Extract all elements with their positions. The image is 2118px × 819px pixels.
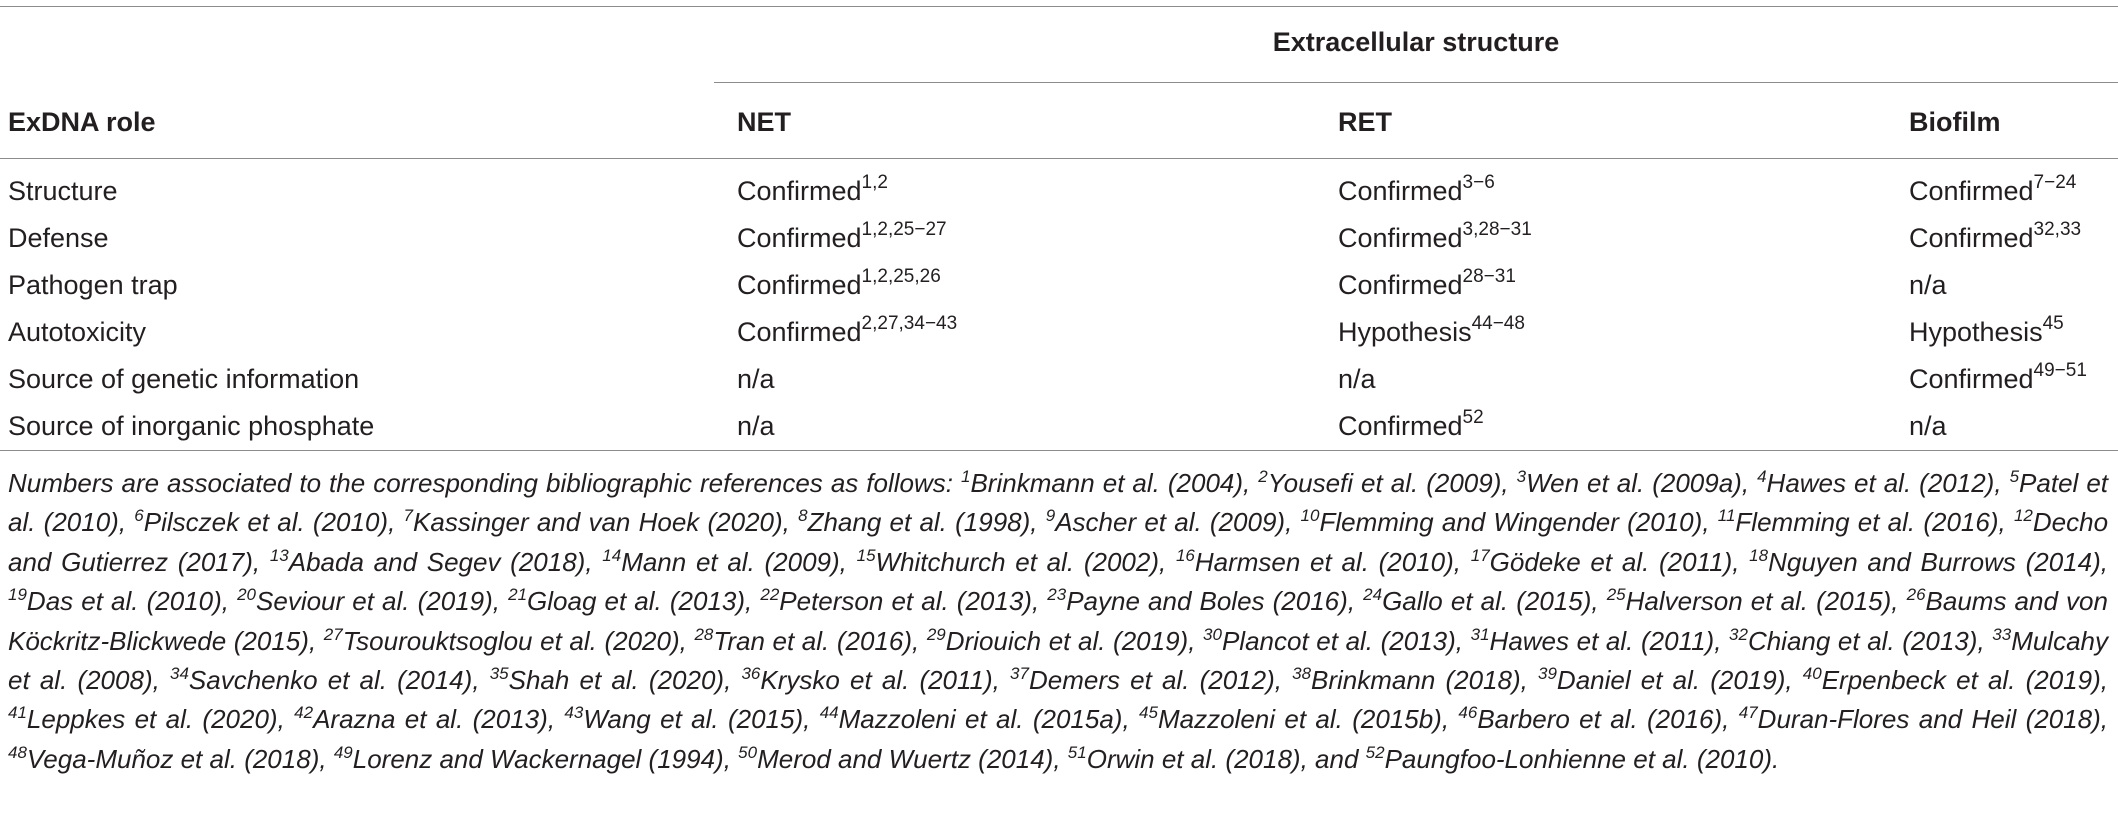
reference-number: 48 xyxy=(8,742,27,762)
table-row xyxy=(0,355,2118,403)
reference-number: 28 xyxy=(694,624,714,644)
cell-text: Confirmed xyxy=(737,270,862,300)
cell-net xyxy=(737,214,947,262)
reference-number: 10 xyxy=(1300,506,1320,526)
cell-text: n/a xyxy=(737,364,775,394)
cell-text: Confirmed xyxy=(1338,270,1463,300)
reference-citation: Savchenko et al. (2014) xyxy=(188,665,473,696)
reference-number: 15 xyxy=(856,545,876,565)
footnote-separator: , xyxy=(221,586,238,617)
reference-superscript: 1,2 xyxy=(861,172,888,193)
cell-ret xyxy=(1338,355,1376,403)
reference-number: 39 xyxy=(1538,664,1557,684)
reference-citation: Zhang et al. (1998) xyxy=(807,507,1031,538)
footnote-separator: , xyxy=(308,625,324,656)
cell-net xyxy=(737,355,775,403)
reference-superscript: 45 xyxy=(2042,313,2064,334)
cell-text: Confirmed xyxy=(1909,176,2034,206)
reference-superscript: 2,27,34−43 xyxy=(861,313,958,334)
reference-number: 47 xyxy=(1738,703,1758,723)
reference-citation: Gödeke et al. (2011) xyxy=(1489,546,1733,577)
reference-number: 21 xyxy=(508,585,528,605)
reference-number: 42 xyxy=(294,703,314,723)
footnote-separator: , xyxy=(1722,704,1739,735)
reference-superscript: 1,2,25,26 xyxy=(861,266,941,287)
cell-role xyxy=(8,402,374,450)
reference-number: 49 xyxy=(333,742,353,762)
reference-citation: Driouich et al. (2019) xyxy=(945,625,1189,656)
reference-number: 25 xyxy=(1606,585,1626,605)
footnote-separator: , xyxy=(1453,546,1471,577)
reference-citation: Gloag et al. (2013) xyxy=(527,586,746,617)
reference-number: 17 xyxy=(1470,545,1490,565)
cell-ret xyxy=(1338,402,1484,450)
cell-role xyxy=(8,308,146,356)
column-header-biofilm: Biofilm xyxy=(1909,107,2001,137)
reference-number: 32 xyxy=(1729,624,1748,644)
table-row xyxy=(0,167,2118,215)
footnote-separator: . xyxy=(1772,743,1780,774)
reference-citation: Duran-Flores and Heil (2018) xyxy=(1757,704,2101,735)
reference-number: 24 xyxy=(1363,585,1383,605)
footnote-separator: , xyxy=(585,546,603,577)
reference-citation: Hawes et al. (2011) xyxy=(1489,625,1715,656)
cell-text: Confirmed xyxy=(737,223,862,253)
footnote-separator: , xyxy=(912,625,927,656)
cell-text: Confirmed xyxy=(1338,411,1463,441)
footnote-separator: , xyxy=(1998,507,2014,538)
reference-superscript: 3−6 xyxy=(1462,172,1495,193)
cell-role xyxy=(8,261,178,309)
reference-citation: Harmsen et al. (2010) xyxy=(1194,546,1454,577)
reference-number: 7 xyxy=(403,506,414,526)
footnote-separator: , xyxy=(1188,625,1204,656)
reference-number: 34 xyxy=(169,664,189,684)
cell-text: n/a xyxy=(1338,364,1376,394)
footnote-separator: , xyxy=(1159,546,1176,577)
reference-citation: Daniel et al. (2019) xyxy=(1556,665,1786,696)
cell-text: Confirmed xyxy=(1909,223,2034,253)
reference-citation: Flemming et al. (2016) xyxy=(1735,507,1999,538)
reference-citation: Wen et al. (2009a) xyxy=(1526,468,1742,498)
reference-citation: Seviour et al. (2019) xyxy=(256,586,493,617)
cell-net xyxy=(737,167,888,215)
cell-text: Confirmed xyxy=(737,317,862,347)
table-row xyxy=(0,402,2118,450)
column-header-exdna-role: ExDNA role xyxy=(8,107,156,137)
cell-biofilm xyxy=(1909,355,2087,403)
reference-citation: Kassinger and van Hoek (2020) xyxy=(413,507,783,538)
footnote-separator: , xyxy=(679,625,695,656)
reference-citation: Baums and von Köckritz-Blickwede (2015) xyxy=(8,586,2108,656)
reference-number: 12 xyxy=(2013,506,2033,526)
table-row xyxy=(0,261,2118,309)
cell-net xyxy=(737,261,941,309)
reference-citation: Flemming and Wingender (2010) xyxy=(1319,507,1703,538)
reference-number: 22 xyxy=(760,585,780,605)
footnote-separator: , xyxy=(547,704,565,735)
reference-citation: Yousefi et al. (2009) xyxy=(1267,468,1502,498)
reference-citation: Abada and Segev (2018) xyxy=(288,546,586,577)
footnote-separator: , xyxy=(2100,546,2108,577)
cell-biofilm xyxy=(1909,308,2064,356)
reference-superscript: 32,33 xyxy=(2033,219,2082,240)
footnote-separator: , xyxy=(1732,546,1750,577)
reference-citation: Pilsczek et al. (2010) xyxy=(143,507,389,538)
cell-biofilm xyxy=(1909,167,2076,215)
reference-number: 51 xyxy=(1067,742,1087,762)
reference-number: 27 xyxy=(323,624,343,644)
reference-citation: Demers et al. (2012) xyxy=(1028,665,1275,696)
reference-number: 1 xyxy=(960,467,971,486)
reference-citation: Das et al. (2010) xyxy=(26,586,222,617)
footnote-separator: , xyxy=(1274,665,1293,696)
cell-role xyxy=(8,167,118,215)
footnote-separator: , xyxy=(782,507,799,538)
footnote-separator: , xyxy=(2100,665,2108,696)
reference-number: 40 xyxy=(1802,664,1822,684)
footnote-separator: , xyxy=(492,586,509,617)
reference-citation: Brinkmann et al. (2004) xyxy=(970,468,1244,498)
reference-number: 38 xyxy=(1292,664,1312,684)
footnote-separator: , xyxy=(2100,704,2108,735)
reference-number: 4 xyxy=(1757,467,1767,486)
footnote-separator: , xyxy=(277,704,295,735)
reference-citation: Lorenz and Wackernagel (1994) xyxy=(352,743,724,774)
footnote-separator: , xyxy=(1977,625,1993,656)
cell-text: Defense xyxy=(8,223,109,253)
table-top-rule xyxy=(0,6,2118,7)
group-header-rule xyxy=(714,82,2118,83)
reference-number: 9 xyxy=(1045,506,1056,526)
footnote-separator: , xyxy=(1520,665,1538,696)
reference-citation: Halverson et al. (2015) xyxy=(1625,586,1892,617)
cell-text: Confirmed xyxy=(1338,176,1463,206)
reference-citation: Peterson et al. (2013) xyxy=(779,586,1032,617)
reference-citation: Gallo et al. (2015) xyxy=(1382,586,1592,617)
reference-superscript: 28−31 xyxy=(1462,266,1516,287)
cell-text: n/a xyxy=(1909,411,1947,441)
reference-citation: Merod and Wuertz (2014) xyxy=(757,743,1054,774)
cell-text: Autotoxicity xyxy=(8,317,147,347)
footnote-separator: , xyxy=(1501,468,1517,498)
reference-citation: Brinkmann (2018) xyxy=(1311,665,1521,696)
reference-citation: Patel et al. (2010) xyxy=(8,468,2108,538)
footnote-separator: , xyxy=(1441,704,1459,735)
reference-superscript: 3,28−31 xyxy=(1462,219,1532,240)
reference-number: 20 xyxy=(237,585,257,605)
reference-number: 18 xyxy=(1749,545,1769,565)
cell-net xyxy=(737,402,775,450)
footnote-separator: , xyxy=(992,665,1011,696)
reference-number: 8 xyxy=(798,506,808,526)
reference-number: 31 xyxy=(1470,624,1490,644)
footnote-separator: , xyxy=(1030,507,1046,538)
cell-biofilm xyxy=(1909,261,1947,309)
reference-number: 45 xyxy=(1139,703,1158,723)
table-footnote xyxy=(8,464,2108,779)
cell-text: Source of inorganic phosphate xyxy=(8,411,375,441)
table-row xyxy=(0,308,2118,356)
reference-citation: Mann et al. (2009) xyxy=(621,546,840,577)
footnote-intro: Numbers are associated to the corresponding bibliographic references as follows: xyxy=(8,468,961,498)
footnote-separator: , xyxy=(1891,586,1907,617)
reference-superscript: 49−51 xyxy=(2033,360,2087,381)
cell-net xyxy=(737,308,957,356)
footnote-separator: , xyxy=(1347,586,1364,617)
footnote-separator: , xyxy=(152,665,170,696)
reference-number: 23 xyxy=(1047,585,1067,605)
reference-citation: Shah et al. (2020) xyxy=(508,665,725,696)
reference-citation: Chiang et al. (2013) xyxy=(1747,625,1978,656)
cell-text: Confirmed xyxy=(1338,223,1463,253)
footnote-separator: , xyxy=(803,704,820,735)
reference-number: 16 xyxy=(1175,545,1195,565)
reference-citation: Plancot et al. (2013) xyxy=(1221,625,1456,656)
cell-role xyxy=(8,355,359,403)
header-rule xyxy=(0,158,2118,159)
footnote-separator: , xyxy=(724,665,742,696)
cell-biofilm xyxy=(1909,214,2081,262)
reference-number: 44 xyxy=(819,703,839,723)
column-header-net: NET xyxy=(737,107,791,137)
cell-text: Hypothesis xyxy=(1338,317,1472,347)
table-row xyxy=(0,214,2118,262)
cell-ret xyxy=(1338,214,1532,262)
cell-text: Structure xyxy=(8,176,118,206)
footnote-separator: , xyxy=(1591,586,1607,617)
reference-number: 3 xyxy=(1516,467,1527,486)
reference-citation: Whitchurch et al. (2002) xyxy=(875,546,1160,577)
reference-number: 19 xyxy=(8,585,27,605)
cell-text: Pathogen trap xyxy=(8,270,178,300)
reference-citation: Payne and Boles (2016) xyxy=(1066,586,1348,617)
reference-number: 37 xyxy=(1010,664,1029,684)
reference-number: 30 xyxy=(1203,624,1222,644)
footnote-separator: , xyxy=(745,586,761,617)
cell-text: n/a xyxy=(737,411,775,441)
cell-text: Hypothesis xyxy=(1909,317,2043,347)
cell-ret xyxy=(1338,261,1516,309)
cell-text: Confirmed xyxy=(1909,364,2034,394)
footnote-separator: , xyxy=(839,546,857,577)
reference-number: 13 xyxy=(269,545,289,565)
reference-citation: Paungfoo-Lonhienne et al. (2010) xyxy=(1384,743,1772,774)
cell-text: n/a xyxy=(1909,270,1947,300)
reference-citation: Mulcahy et al. (2008) xyxy=(8,625,2109,696)
reference-number: 33 xyxy=(1992,624,2012,644)
footnote-separator: , xyxy=(1243,468,1259,498)
reference-number: 50 xyxy=(738,742,758,762)
footnote-separator: , xyxy=(1741,468,1758,498)
reference-number: 29 xyxy=(926,624,946,644)
footnote-separator: , xyxy=(472,665,490,696)
footnote-separator: , xyxy=(319,743,334,774)
reference-superscript: 44−48 xyxy=(1471,313,1525,334)
footnote-separator: , xyxy=(252,546,270,577)
reference-number: 5 xyxy=(2009,467,2020,486)
reference-citation: Erpenbeck et al. (2019) xyxy=(1821,665,2101,696)
footnote-separator: , xyxy=(1714,625,1730,656)
reference-superscript: 52 xyxy=(1462,407,1484,428)
reference-number: 36 xyxy=(741,664,761,684)
reference-number: 43 xyxy=(564,703,584,723)
reference-number: 14 xyxy=(602,545,622,565)
footnote-separator: , xyxy=(1455,625,1471,656)
reference-number: 35 xyxy=(489,664,509,684)
cell-biofilm xyxy=(1909,402,1947,450)
footnote-separator: , xyxy=(1785,665,1803,696)
table-bottom-rule xyxy=(0,450,2118,451)
reference-citation: Krysko et al. (2011) xyxy=(760,665,993,696)
reference-citation: Ascher et al. (2009) xyxy=(1055,507,1286,538)
reference-citation: Tran et al. (2016) xyxy=(713,625,912,656)
reference-citation: Decho and Gutierrez (2017) xyxy=(8,507,2109,577)
footnote-separator: , xyxy=(723,743,739,774)
cell-role xyxy=(8,214,109,262)
footnote-separator: , xyxy=(1300,743,1316,774)
reference-number: 46 xyxy=(1458,703,1478,723)
footnote-separator: , xyxy=(1122,704,1140,735)
reference-number: 41 xyxy=(8,703,27,723)
reference-citation: Barbero et al. (2016) xyxy=(1477,704,1723,735)
reference-number: 6 xyxy=(134,506,144,526)
cell-text: Source of genetic information xyxy=(8,364,360,394)
cell-ret xyxy=(1338,167,1495,215)
footnote-separator: , xyxy=(1053,743,1068,774)
reference-citation: Arazna et al. (2013) xyxy=(313,704,548,735)
cell-ret xyxy=(1338,308,1525,356)
reference-number: 2 xyxy=(1258,467,1268,486)
reference-citation: Hawes et al. (2012) xyxy=(1766,468,1995,498)
reference-citation: Mazzoleni et al. (2015a) xyxy=(838,704,1123,735)
footnote-separator: , xyxy=(118,507,135,538)
reference-citation: Orwin et al. (2018) xyxy=(1086,743,1301,774)
reference-number: 11 xyxy=(1717,506,1736,526)
reference-citation: Vega-Muñoz et al. (2018) xyxy=(26,743,320,774)
footnote-separator: , xyxy=(1031,586,1048,617)
reference-citation: Leppkes et al. (2020) xyxy=(26,704,278,735)
cell-text: Confirmed xyxy=(737,176,862,206)
group-header: Extracellular structure xyxy=(1272,27,1560,57)
reference-superscript: 1,2,25−27 xyxy=(861,219,947,240)
reference-superscript: 7−24 xyxy=(2033,172,2077,193)
footnote-conjunction: and xyxy=(1315,743,1366,774)
reference-citation: Mazzoleni et al. (2015b) xyxy=(1157,704,1442,735)
column-header-ret: RET xyxy=(1338,107,1392,137)
footnote-separator: , xyxy=(1702,507,1718,538)
footnote-separator: , xyxy=(1285,507,1301,538)
footnote-separator: , xyxy=(1994,468,2010,498)
reference-citation: Tsourouktsoglou et al. (2020) xyxy=(342,625,680,656)
footnote-separator: , xyxy=(388,507,404,538)
reference-citation: Nguyen and Burrows (2014) xyxy=(1768,546,2101,577)
reference-number: 26 xyxy=(1906,585,1926,605)
reference-citation: Wang et al. (2015) xyxy=(583,704,804,735)
reference-number: 52 xyxy=(1365,742,1385,762)
